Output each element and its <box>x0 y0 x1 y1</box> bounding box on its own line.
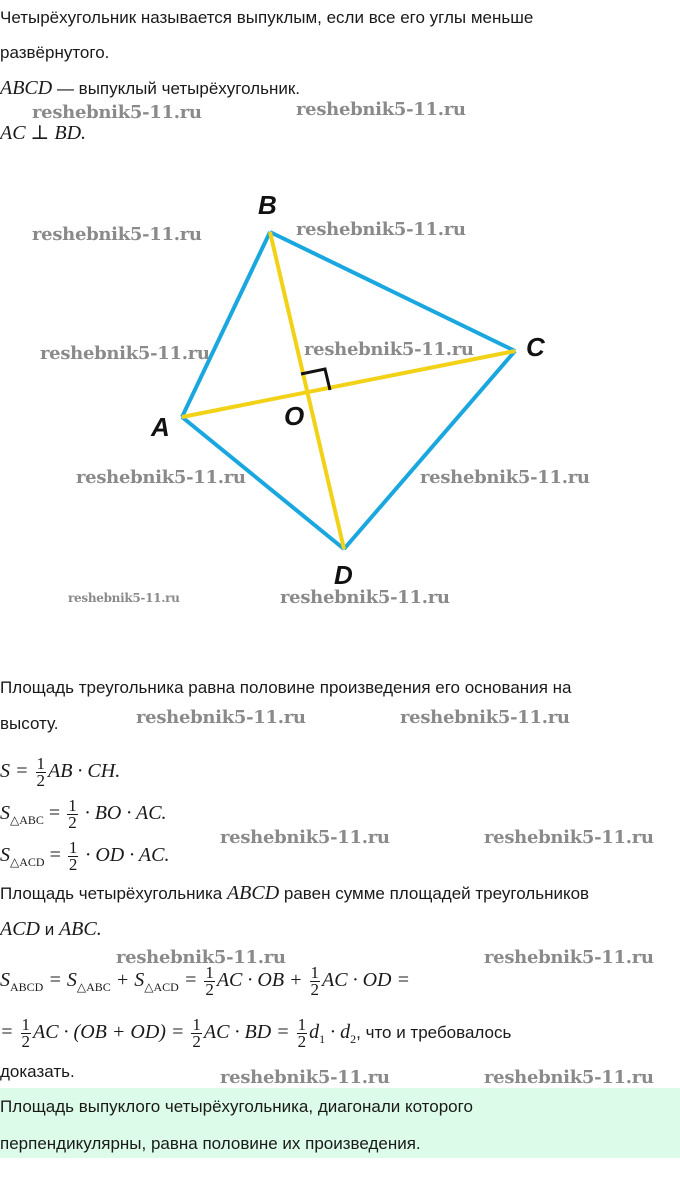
conclusion-line-2: перпендикулярны, равна половине их произведения. <box>0 1134 421 1153</box>
watermark: reshebnik5-11.ru <box>40 343 210 364</box>
watermark: reshebnik5-11.ru <box>484 947 654 968</box>
intro-line-1: Четырёхугольник называется выпуклым, если все его углы меньше <box>0 8 534 27</box>
vertex-label-a: A <box>151 412 170 442</box>
watermark: reshebnik5-11.ru <box>400 707 570 728</box>
vertex-label-c: C <box>526 332 545 362</box>
vertex-label-d: D <box>334 560 353 590</box>
watermark: reshebnik5-11.ru <box>296 219 466 240</box>
side-bc <box>270 232 515 351</box>
watermark: reshebnik5-11.ru <box>220 827 390 848</box>
fraction-half: $\frac{1}{2}$ <box>68 837 78 874</box>
watermark: reshebnik5-11.ru <box>484 1067 654 1088</box>
watermark: reshebnik5-11.ru <box>280 587 450 608</box>
watermark: reshebnik5-11.ru <box>116 947 286 968</box>
conclusion-box <box>0 1088 680 1158</box>
conclusion-line-1: Площадь выпуклого четырёхугольника, диагонали которого <box>0 1097 473 1116</box>
side-ab <box>182 232 270 417</box>
intro-line-2: развёрнутого. <box>0 43 110 62</box>
watermark: reshebnik5-11.ru <box>68 591 180 605</box>
given-convex-text: — выпуклый четырёхугольник. <box>52 79 300 98</box>
f1-lhs: S = <box>0 760 34 782</box>
sum-text-line-2: ACD и ABC. <box>0 918 102 940</box>
vertex-label-o: O <box>284 401 305 431</box>
diagonal-bd <box>270 232 344 549</box>
watermark: reshebnik5-11.ru <box>32 102 202 123</box>
watermark: reshebnik5-11.ru <box>136 707 306 728</box>
fraction-half: $\frac{1}{2}$ <box>68 795 77 832</box>
watermark: reshebnik5-11.ru <box>484 827 654 848</box>
formula-s-abc: $S_{\triangle ABC}$ = $\frac{1}{2}$ · BO · AC. <box>0 795 167 832</box>
watermark: reshebnik5-11.ru <box>304 339 474 360</box>
final-formula-line-2: = $\frac{1}{2}$ AC · (OB + OD) = $\frac{1}{2}$ AC · BD = $\frac{1}{2}$ $d_1 \cdot d_2$, что и требовалось <box>0 1014 512 1051</box>
watermark: reshebnik5-11.ru <box>296 99 466 120</box>
final-text-end: доказать. <box>0 1062 75 1081</box>
final-formula-line-1: $S_{ABCD} = S_{\triangle ABC} + S_{\triangle ACD}$ = $\frac{1}{2}$ AC · OB + $\frac{1}{2}$ AC · OD = <box>0 962 410 999</box>
watermark: reshebnik5-11.ru <box>32 224 202 245</box>
fraction-half: $\frac{1}{2}$ <box>36 753 45 790</box>
triangle-text-line-2: высоту. <box>0 714 59 733</box>
given-perpendicular: AC ⊥ BD. <box>0 122 87 144</box>
watermark: reshebnik5-11.ru <box>76 467 246 488</box>
vertex-label-b: B <box>258 190 277 220</box>
sum-text-line-1: Площадь четырёхугольника ABCD равен сумме площадей треугольников <box>0 882 590 904</box>
f1-rhs: AB · CH. <box>48 760 121 782</box>
formula-s-acd: $S_{\triangle ACD}$ = $\frac{1}{2}$ · OD · AC. <box>0 837 170 874</box>
given-abcd: ABCD <box>0 77 53 99</box>
formula-triangle-area <box>0 753 120 789</box>
watermark: reshebnik5-11.ru <box>220 1067 390 1088</box>
triangle-text-line-1: Площадь треугольника равна половине произведения его основания на <box>0 678 572 697</box>
watermark: reshebnik5-11.ru <box>420 467 590 488</box>
